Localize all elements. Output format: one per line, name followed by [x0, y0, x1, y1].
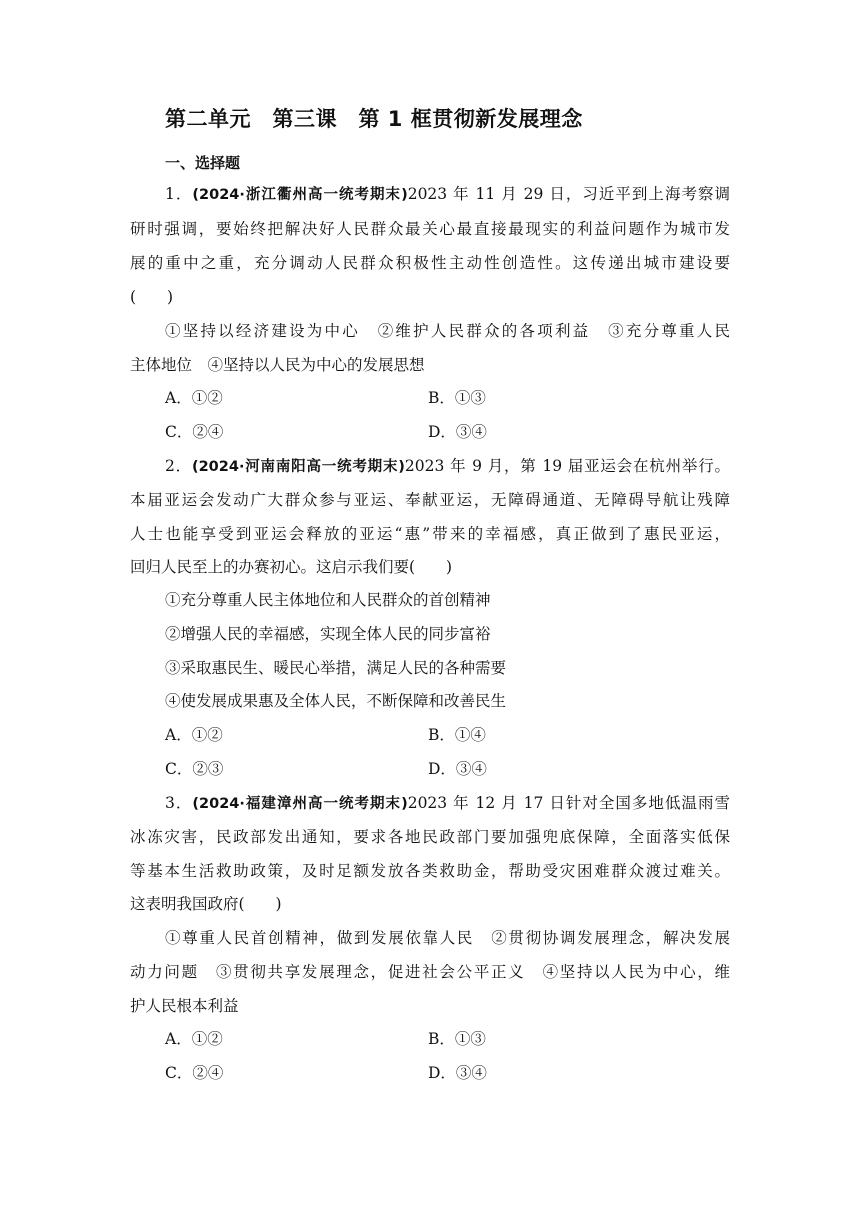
question-2-option-d: D．③④ — [428, 760, 487, 778]
question-3-statements-line-1: ①尊重人民首创精神，做到发展依靠人民 ②贯彻协调发展理念，解决发展 — [165, 929, 730, 947]
question-3-stem-line-2: 冰冻灾害，民政部发出通知，要求各地民政部门要加强兜底保障，全面落实低保 — [130, 828, 730, 846]
question-3-stem-line-4: 这表明我国政府( ) — [130, 895, 282, 913]
page-title: 第二单元 第三课 第 1 框贯彻新发展理念 — [165, 107, 583, 131]
question-1-option-c: C．②④ — [165, 423, 224, 441]
question-2-stem-line-2: 本届亚运会发动广大群众参与亚运、奉献亚运，无障碍通道、无障碍导航让残障 — [130, 491, 730, 509]
question-1-stem-line-3: 展的重中之重，充分调动人民群众积极性主动性创造性。这传递出城市建设要 — [130, 254, 730, 272]
question-2-option-c: C．②③ — [165, 760, 224, 778]
question-2-statement-4: ④使发展成果惠及全体人民，不断保障和改善民生 — [165, 692, 507, 710]
question-1-source: (2024·浙江衢州高一统考期末) — [192, 187, 408, 203]
question-3-number: 3． — [165, 794, 193, 812]
question-1-statements-line-2: 主体地位 ④坚持以人民为中心的发展思想 — [130, 356, 425, 374]
question-2-statement-2: ②增强人民的幸福感，实现全体人民的同步富裕 — [165, 625, 491, 643]
question-3-stem-text: 2023 年 12 月 17 日针对全国多地低温雨雪 — [407, 794, 730, 812]
question-1-statements-line-1: ①坚持以经济建设为中心 ②维护人民群众的各项利益 ③充分尊重人民 — [165, 322, 730, 340]
question-2-number: 2． — [165, 457, 192, 475]
question-2-stem-line-1 — [165, 456, 730, 477]
question-2-statement-3: ③采取惠民生、暖民心举措，满足人民的各种需要 — [165, 659, 507, 677]
question-3-option-d: D．③④ — [428, 1064, 487, 1082]
question-1-option-d: D．③④ — [428, 423, 487, 441]
section-heading: 一、选择题 — [165, 154, 241, 172]
question-1-blank: ( ) — [130, 288, 174, 306]
question-1-option-a: A．①② — [165, 389, 223, 407]
question-1-option-b: B．①③ — [428, 389, 486, 407]
question-3-statements-line-3: 护人民根本利益 — [130, 997, 239, 1015]
question-2-stem-line-4: 回归人民至上的办赛初心。这启示我们要( ) — [130, 558, 453, 576]
question-2-option-a: A．①② — [165, 726, 223, 744]
question-1-stem-text: 2023 年 11 月 29 日，习近平到上海考察调 — [407, 185, 730, 203]
question-2-source: (2024·河南南阳高一统考期末) — [191, 459, 405, 475]
question-3-statements-line-2: 动力问题 ③贯彻共享发展理念，促进社会公平正义 ④坚持以人民为中心，维 — [130, 963, 730, 981]
question-2-option-b: B．①④ — [428, 726, 486, 744]
question-3-stem-line-1 — [165, 793, 730, 814]
question-3-stem-line-3: 等基本生活救助政策，及时足额发放各类救助金，帮助受灾困难群众渡过难关。 — [130, 862, 730, 880]
question-2-stem-text: 2023 年 9 月，第 19 届亚运会在杭州举行。 — [404, 457, 730, 475]
question-3-option-c: C．②④ — [165, 1064, 224, 1082]
question-3-source: (2024·福建漳州高一统考期末) — [192, 796, 408, 812]
question-1-number: 1． — [165, 185, 193, 203]
question-3-option-b: B．①③ — [428, 1030, 486, 1048]
question-1-stem-line-1 — [165, 184, 730, 205]
question-2-statement-1: ①充分尊重人民主体地位和人民群众的首创精神 — [165, 591, 491, 609]
question-3-option-a: A．①② — [165, 1030, 223, 1048]
question-2-stem-line-3: 人士也能享受到亚运会释放的亚运“惠”带来的幸福感，真正做到了惠民亚运， — [130, 525, 730, 543]
question-1-stem-line-2: 研时强调，要始终把解决好人民群众最关心最直接最现实的利益问题作为城市发 — [130, 220, 730, 238]
